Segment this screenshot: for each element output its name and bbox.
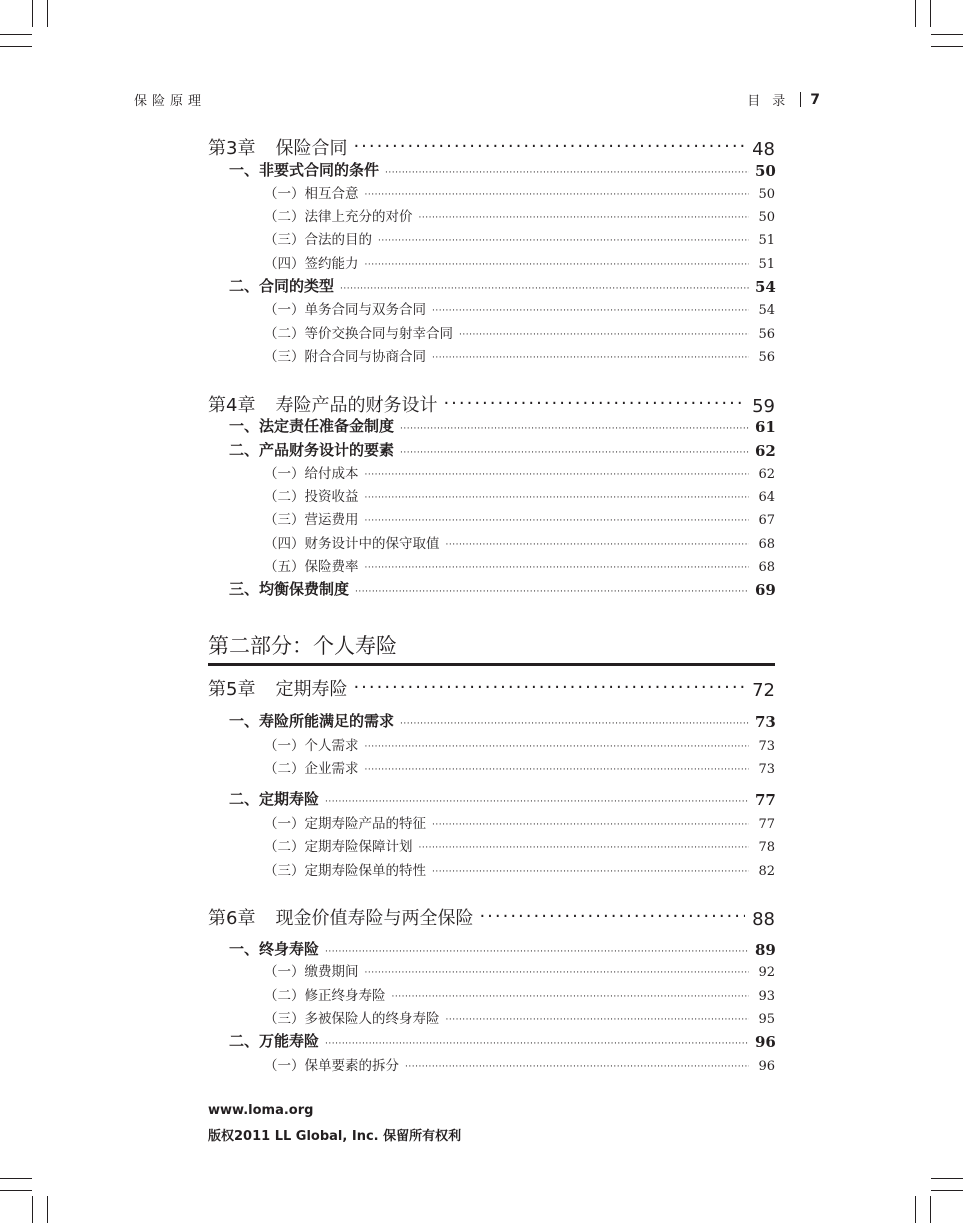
page-ref: 54 xyxy=(758,303,775,318)
subsection-title: （一）相互合意 xyxy=(264,186,359,202)
page-ref: 96 xyxy=(755,1033,776,1051)
toc-subsection[interactable] xyxy=(208,253,775,272)
leader-dots xyxy=(419,208,750,225)
toc-subsection[interactable] xyxy=(208,556,775,575)
leader-dots xyxy=(365,465,750,482)
page-ref: 73 xyxy=(758,739,775,754)
leader-dots xyxy=(432,348,749,365)
subsection-title: （三）多被保险人的终身寿险 xyxy=(264,1011,440,1027)
page-ref: 92 xyxy=(758,965,775,980)
subsection-title: （三）附合合同与协商合同 xyxy=(264,349,426,365)
section-title: 三、均衡保费制度 xyxy=(229,580,350,598)
page-ref: 50 xyxy=(758,187,775,202)
crop-mark xyxy=(47,1196,48,1223)
page-ref: 59 xyxy=(752,396,775,417)
leader-dots xyxy=(400,713,749,731)
page-number: 7 xyxy=(810,91,820,108)
leader-dots xyxy=(355,581,749,599)
section-title: 二、合同的类型 xyxy=(229,277,335,295)
crop-mark xyxy=(931,1178,963,1179)
page-ref: 72 xyxy=(752,680,775,701)
page-ref: 68 xyxy=(758,537,775,552)
page-ref: 95 xyxy=(758,1012,775,1027)
toc-subsection[interactable] xyxy=(208,1008,775,1027)
crop-mark xyxy=(931,1190,963,1191)
toc-chapter[interactable] xyxy=(208,906,775,930)
leader-dots xyxy=(446,1010,750,1027)
crop-mark xyxy=(930,1196,931,1223)
leader-dots xyxy=(365,255,750,272)
toc-section[interactable] xyxy=(208,1031,775,1051)
toc-subsection[interactable] xyxy=(208,860,775,879)
toc-subsection[interactable] xyxy=(208,985,775,1004)
chapter-number: 第5章 xyxy=(208,679,256,700)
crop-mark xyxy=(32,0,33,27)
leader-dots xyxy=(405,1057,749,1074)
page-ref: 69 xyxy=(755,581,776,599)
section-title: 一、终身寿险 xyxy=(229,940,320,958)
subsection-title: （四）财务设计中的保守取值 xyxy=(264,536,440,552)
subsection-title: （二）投资收益 xyxy=(264,489,359,505)
leader-dots xyxy=(365,511,750,528)
crop-mark xyxy=(0,46,32,47)
page-ref: 88 xyxy=(752,909,775,930)
leader-dots xyxy=(392,987,750,1004)
leader-dots xyxy=(385,162,749,180)
subsection-title: （一）给付成本 xyxy=(264,466,359,482)
subsection-title: （一）缴费期间 xyxy=(264,964,359,980)
section-title: 二、万能寿险 xyxy=(229,1032,320,1050)
toc-section[interactable] xyxy=(208,939,775,959)
toc-subsection[interactable] xyxy=(208,323,775,342)
subsection-title: （二）修正终身寿险 xyxy=(264,988,386,1004)
toc-subsection[interactable] xyxy=(208,299,775,318)
toc-subsection[interactable] xyxy=(208,509,775,528)
toc-section[interactable] xyxy=(208,160,775,180)
toc-chapter[interactable] xyxy=(208,393,775,417)
subsection-title: （二）等价交换合同与射幸合同 xyxy=(264,326,453,342)
toc-subsection[interactable] xyxy=(208,206,775,225)
crop-mark xyxy=(915,1196,916,1223)
page-ref: 48 xyxy=(752,139,775,160)
crop-mark xyxy=(915,0,916,27)
crop-mark xyxy=(0,1190,32,1191)
subsection-title: （三）合法的目的 xyxy=(264,232,372,248)
page-ref: 68 xyxy=(758,560,775,575)
leader-dots xyxy=(432,815,749,832)
page-ref: 51 xyxy=(758,257,775,272)
footer-copyright: 版权2011 LL Global, Inc. 保留所有权利 xyxy=(208,1129,462,1144)
page-ref: 61 xyxy=(755,418,776,436)
page-ref: 78 xyxy=(758,840,775,855)
leader-dots xyxy=(419,838,750,855)
page-ref: 73 xyxy=(758,762,775,777)
page-ref: 89 xyxy=(755,941,776,959)
crop-mark xyxy=(32,1196,33,1223)
leader-dots xyxy=(365,558,750,575)
running-title: 保险原理 xyxy=(134,94,207,109)
subsection-title: （二）法律上充分的对价 xyxy=(264,209,413,225)
subsection-title: （二）定期寿险保障计划 xyxy=(264,839,413,855)
chapter-number: 第3章 xyxy=(208,138,256,159)
leader-dots xyxy=(479,908,745,930)
leader-dots xyxy=(365,963,750,980)
leader-dots xyxy=(432,862,749,879)
toc-chapter[interactable] xyxy=(208,677,775,701)
toc-subsection[interactable] xyxy=(208,735,775,754)
toc-subsection[interactable] xyxy=(208,463,775,482)
toc-section[interactable] xyxy=(208,711,775,731)
page-ref: 77 xyxy=(755,791,776,809)
section-title: 二、定期寿险 xyxy=(229,790,320,808)
chapter-title: 保险合同 xyxy=(275,138,348,159)
running-header-right xyxy=(747,90,820,109)
page-ref: 64 xyxy=(758,490,775,505)
subsection-title: （一）定期寿险产品的特征 xyxy=(264,816,426,832)
crop-mark xyxy=(47,0,48,27)
subsection-title: （二）企业需求 xyxy=(264,761,359,777)
subsection-title: （四）签约能力 xyxy=(264,256,359,272)
page-ref: 56 xyxy=(758,327,775,342)
chapter-title: 寿险产品的财务设计 xyxy=(275,395,438,416)
leader-dots xyxy=(365,185,750,202)
subsection-title: （五）保险费率 xyxy=(264,559,359,575)
chapter-number: 第6章 xyxy=(208,908,256,929)
crop-mark xyxy=(0,34,32,35)
footer-url[interactable]: www.loma.org xyxy=(208,1103,314,1118)
subsection-title: （三）定期寿险保单的特性 xyxy=(264,863,426,879)
page-ref: 54 xyxy=(755,278,776,296)
toc-chapter[interactable] xyxy=(208,136,775,160)
page-ref: 67 xyxy=(758,513,775,528)
part-divider xyxy=(208,663,775,666)
toc-subsection[interactable] xyxy=(208,229,775,248)
page-ref: 93 xyxy=(758,989,775,1004)
section-title: 一、非要式合同的条件 xyxy=(229,161,380,179)
section-title: 一、寿险所能满足的需求 xyxy=(229,712,395,730)
toc-section[interactable] xyxy=(208,579,775,599)
page-ref: 62 xyxy=(758,467,775,482)
section-title: 二、产品财务设计的要素 xyxy=(229,441,395,459)
toc-subsection[interactable] xyxy=(208,183,775,202)
leader-dots xyxy=(400,418,749,436)
toc-section[interactable] xyxy=(208,440,775,460)
chapter-title: 定期寿险 xyxy=(275,679,348,700)
leader-dots xyxy=(446,535,750,552)
leader-dots xyxy=(432,301,749,318)
toc-subsection[interactable] xyxy=(208,1055,775,1074)
page-ref: 50 xyxy=(755,162,776,180)
leader-dots xyxy=(378,231,749,248)
subsection-title: （一）个人需求 xyxy=(264,738,359,754)
section-title: 一、法定责任准备金制度 xyxy=(229,417,395,435)
part-title: 第二部分：个人寿险 xyxy=(208,634,397,658)
subsection-title: （一）保单要素的拆分 xyxy=(264,1058,399,1074)
page-ref: 73 xyxy=(755,713,776,731)
toc-subsection[interactable] xyxy=(208,533,775,552)
page-ref: 62 xyxy=(755,442,776,460)
leader-dots xyxy=(340,278,749,296)
toc-section[interactable] xyxy=(208,416,775,436)
page-ref: 96 xyxy=(758,1059,775,1074)
page-ref: 50 xyxy=(758,210,775,225)
header-divider xyxy=(800,92,801,107)
leader-dots xyxy=(443,395,745,417)
leader-dots xyxy=(325,1033,749,1051)
toc-subsection[interactable] xyxy=(208,486,775,505)
toc-subsection[interactable] xyxy=(208,758,775,777)
crop-mark xyxy=(931,34,963,35)
toc-subsection[interactable] xyxy=(208,961,775,980)
toc-label: 目录 xyxy=(747,94,798,109)
toc-subsection[interactable] xyxy=(208,346,775,365)
page-ref: 82 xyxy=(758,864,775,879)
crop-mark xyxy=(930,0,931,27)
leader-dots xyxy=(459,325,749,342)
leader-dots xyxy=(325,791,749,809)
page-ref: 51 xyxy=(758,233,775,248)
leader-dots xyxy=(365,760,750,777)
subsection-title: （一）单务合同与双务合同 xyxy=(264,302,426,318)
toc-section[interactable] xyxy=(208,276,775,296)
toc-subsection[interactable] xyxy=(208,836,775,855)
leader-dots xyxy=(365,488,750,505)
leader-dots xyxy=(325,941,749,959)
chapter-number: 第4章 xyxy=(208,395,256,416)
crop-mark xyxy=(931,46,963,47)
toc-subsection[interactable] xyxy=(208,813,775,832)
leader-dots xyxy=(365,737,750,754)
chapter-title: 现金价值寿险与两全保险 xyxy=(275,908,474,929)
subsection-title: （三）营运费用 xyxy=(264,512,359,528)
toc-section[interactable] xyxy=(208,789,775,809)
crop-mark xyxy=(0,1178,32,1179)
page-ref: 56 xyxy=(758,350,775,365)
leader-dots xyxy=(353,138,745,160)
leader-dots xyxy=(400,442,749,460)
page-ref: 77 xyxy=(758,817,775,832)
leader-dots xyxy=(353,679,745,701)
